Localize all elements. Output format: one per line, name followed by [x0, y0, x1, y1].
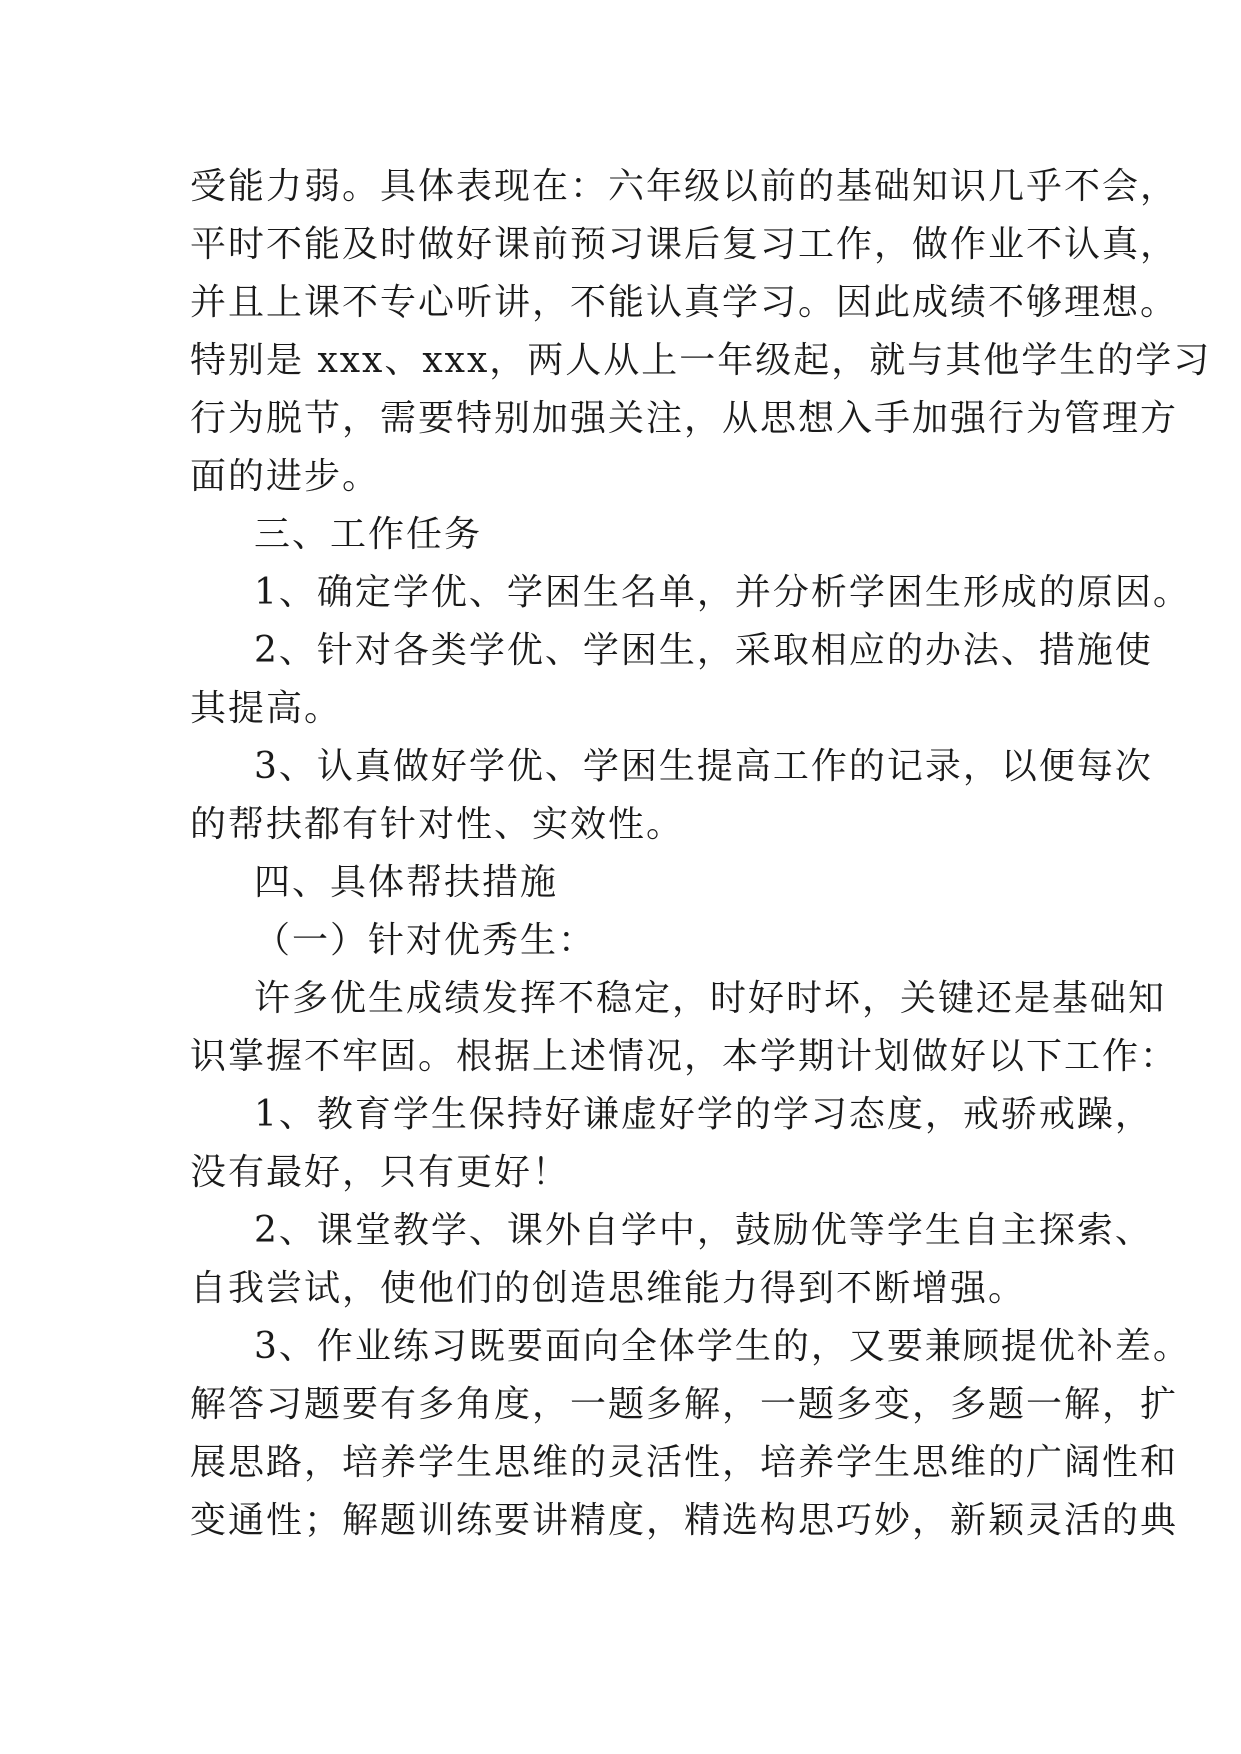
paragraph-line: 其提高。	[190, 688, 343, 729]
list-item: 3、认真做好学优、学困生提高工作的记录，以便每次	[254, 746, 1153, 787]
paragraph-line: 变通性；解题训练要讲精度，精选构思巧妙，新颖灵活的典	[190, 1500, 1179, 1541]
paragraph-line: 解答习题要有多角度，一题多解，一题多变，多题一解，扩	[190, 1384, 1179, 1425]
paragraph-line: 并且上课不专心听讲，不能认真学习。因此成绩不够理想。	[190, 282, 1179, 323]
section-heading: 四、具体帮扶措施	[254, 862, 559, 903]
list-item: 1、教育学生保持好谦虚好学的学习态度，戒骄戒躁，	[254, 1094, 1153, 1135]
document-body	[190, 158, 1212, 1550]
subsection-heading: （一）针对优秀生：	[254, 920, 597, 961]
paragraph-line: 的帮扶都有针对性、实效性。	[190, 804, 685, 845]
paragraph-line: 展思路，培养学生思维的灵活性，培养学生思维的广阔性和	[190, 1442, 1179, 1483]
section-heading: 三、工作任务	[254, 514, 483, 555]
list-item: 2、课堂教学、课外自学中，鼓励优等学生自主探索、	[254, 1210, 1153, 1251]
paragraph-line: 识掌握不牢固。根据上述情况，本学期计划做好以下工作：	[190, 1036, 1179, 1077]
list-item: 3、作业练习既要面向全体学生的，又要兼顾提优补差。	[254, 1326, 1191, 1367]
list-item: 1、确定学优、学困生名单，并分析学困生形成的原因。	[254, 572, 1191, 613]
paragraph-line: 面的进步。	[190, 456, 381, 497]
paragraph-line: 特别是 xxx、xxx，两人从上一年级起，就与其他学生的学习	[190, 340, 1212, 381]
paragraph-line: 行为脱节，需要特别加强关注，从思想入手加强行为管理方	[190, 398, 1179, 439]
paragraph-line: 许多优生成绩发挥不稳定，时好时坏，关键还是基础知	[254, 978, 1167, 1019]
paragraph-line: 平时不能及时做好课前预习课后复习工作，做作业不认真，	[190, 224, 1179, 265]
paragraph-line: 受能力弱。具体表现在：六年级以前的基础知识几乎不会，	[190, 166, 1179, 207]
paragraph-line: 自我尝试，使他们的创造思维能力得到不断增强。	[190, 1268, 1027, 1309]
list-item: 2、针对各类学优、学困生，采取相应的办法、措施使	[254, 630, 1153, 671]
paragraph-line: 没有最好，只有更好！	[190, 1152, 571, 1193]
